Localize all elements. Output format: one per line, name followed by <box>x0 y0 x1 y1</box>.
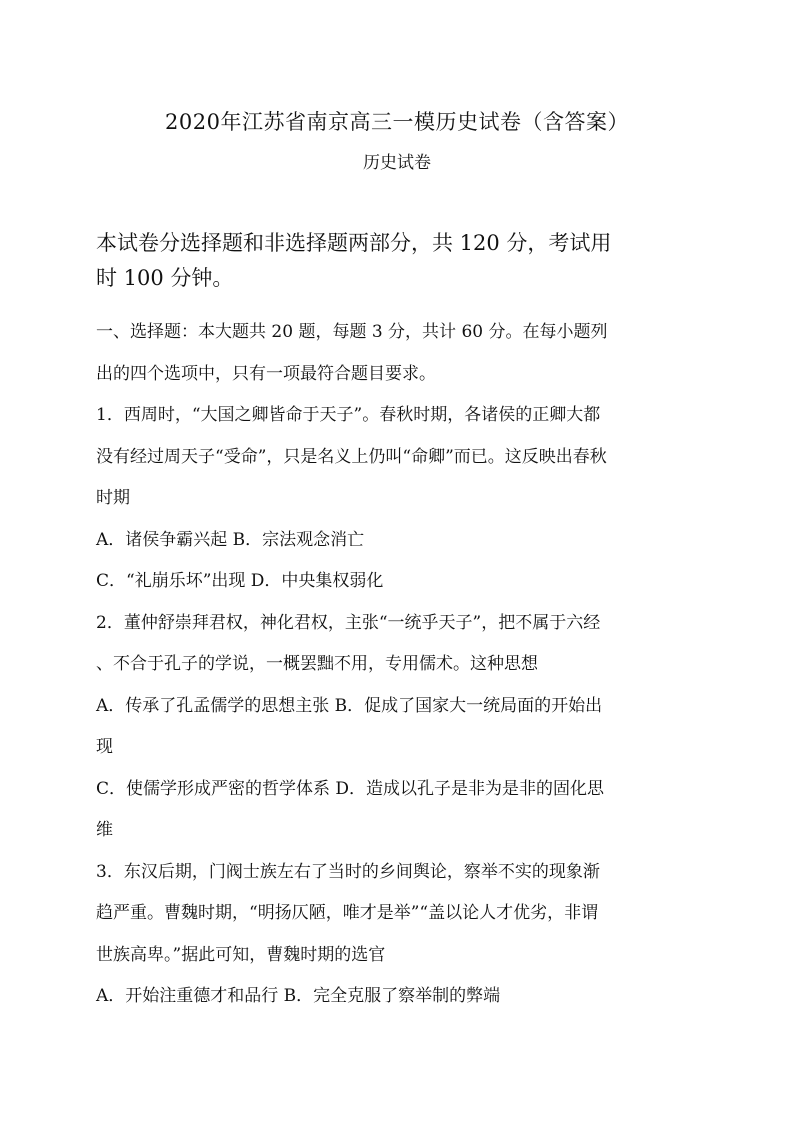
section-heading-line: 一、选择题：本大题共 20 题，每题 3 分，共计 60 分。在每小题列 <box>96 322 608 342</box>
question-1-stem-line: 没有经过周天子“受命”，只是名义上仍叫“命卿”而已。这反映出春秋 <box>96 446 607 467</box>
question-1-stem-line: 1．西周时，“大国之卿皆命于天子”。春秋时期，各诸侯的正卿大都 <box>96 405 601 425</box>
document-subtitle: 历史试卷 <box>363 153 431 173</box>
question-3-stem-line: 3．东汉后期，门阀士族左右了当时的乡间舆论，察举不实的现象渐 <box>96 861 600 882</box>
section-heading-line: 出的四个选项中，只有一项最符合题目要求。 <box>96 363 436 384</box>
exam-instructions <box>96 226 708 296</box>
question-1-options-line: A．诸侯争霸兴起 B．宗法观念消亡 <box>96 529 365 550</box>
question-2-options-line: A．传承了孔孟儒学的思想主张 B．促成了国家大一统局面的开始出 <box>96 695 603 716</box>
question-2-options-line: 现 <box>96 737 113 757</box>
question-2-stem-line: 2．董仲舒崇拜君权，神化君权，主张“一统乎天子”，把不属于六经 <box>96 612 601 633</box>
question-3-stem-line: 世族高卑。”据此可知，曹魏时期的选官 <box>96 944 386 965</box>
question-1-stem-line: 时期 <box>96 488 130 508</box>
intro-line: 本试卷分选择题和非选择题两部分，共 120 分，考试用 <box>96 231 612 255</box>
question-body <box>96 312 716 1018</box>
intro-line: 时 100 分钟。 <box>96 266 234 290</box>
question-3-stem-line: 趋严重。曹魏时期，“明扬仄陋，唯才是举”“盖以论人才优劣，非谓 <box>96 903 599 923</box>
document-title: 2020年江苏省南京高三一模历史试卷（含答案） <box>165 110 629 134</box>
question-2-options-line: C．使儒学形成严密的哲学体系 D．造成以孔子是非为是非的固化思 <box>96 778 605 799</box>
question-2-stem-line: 、不合于孔子的学说，一概罢黜不用，专用儒术。这种思想 <box>96 654 538 674</box>
question-2-options-line: 维 <box>96 820 113 840</box>
question-1-options-line: C．“礼崩乐坏”出现 D．中央集权弱化 <box>96 571 384 591</box>
question-3-options-line: A．开始注重德才和品行 B．完全克服了察举制的弊端 <box>96 986 501 1006</box>
